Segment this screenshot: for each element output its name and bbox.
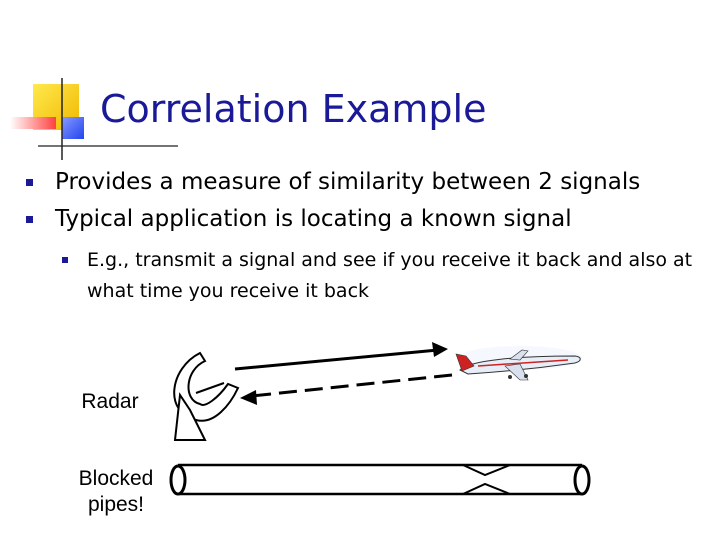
bullet-text: Provides a measure of similarity between 2 signals <box>55 169 641 195</box>
radar-label: Radar <box>81 390 139 413</box>
radar-dish-icon <box>174 353 238 440</box>
pipe-blockage <box>463 465 510 494</box>
slide-title: Correlation Example <box>100 87 487 131</box>
bullet-text: Typical application is locating a known signal <box>55 206 572 232</box>
pipe-icon <box>171 465 589 494</box>
transmit-arrow <box>235 342 448 369</box>
airplane-icon <box>456 346 582 380</box>
sub-bullet-text: E.g., transmit a signal and see if you receive it back and also at what time you receive it back <box>87 249 693 302</box>
pipes-label: Blocked pipes! <box>78 467 154 516</box>
echo-arrow <box>240 375 452 405</box>
